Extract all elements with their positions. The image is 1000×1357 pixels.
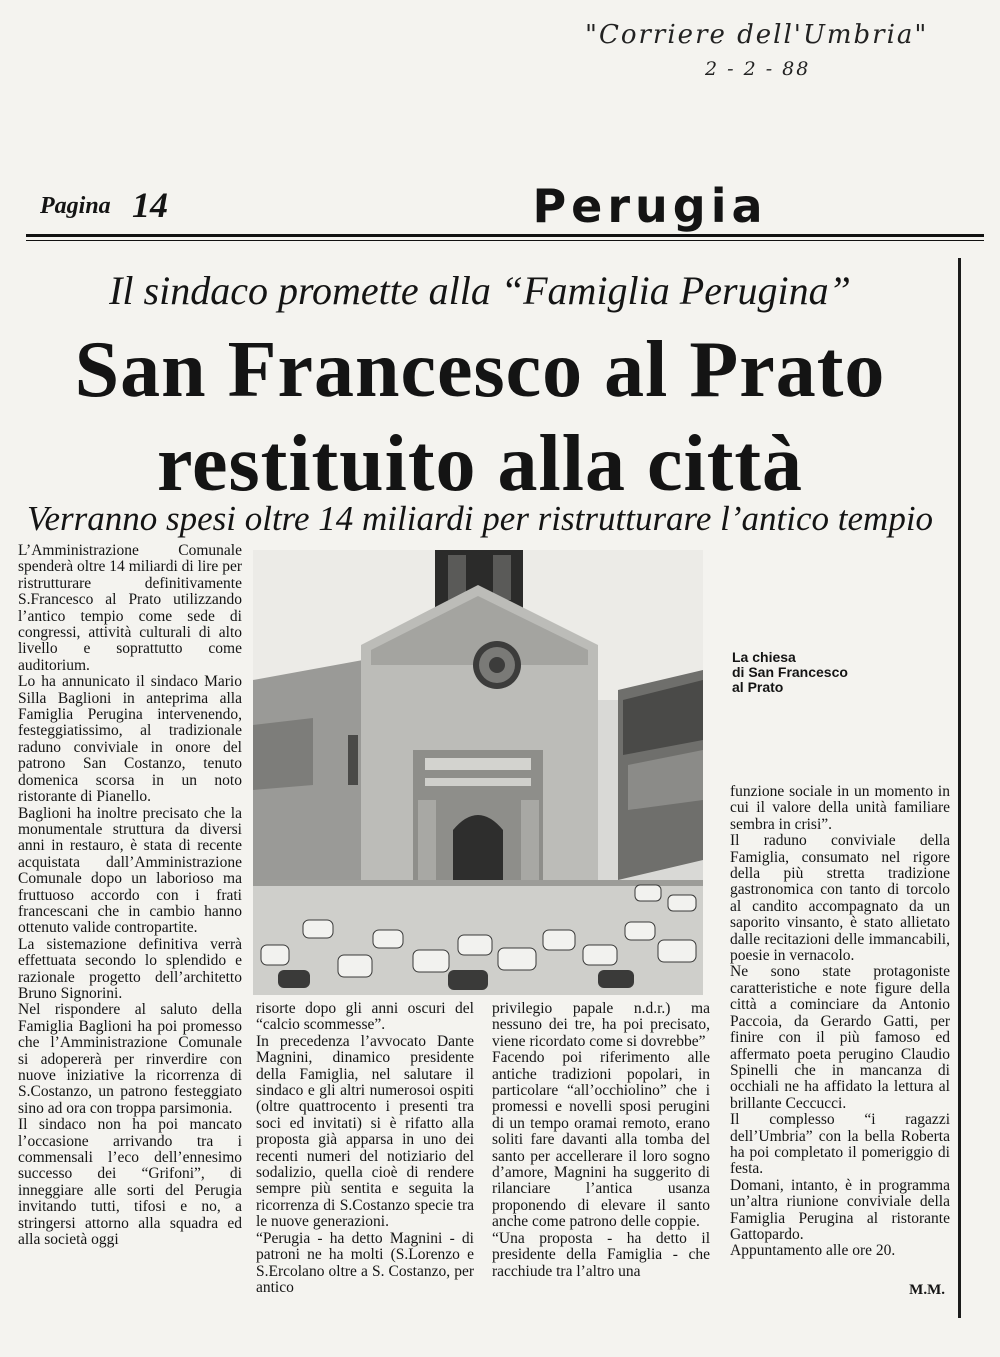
- section-name: Perugia: [532, 179, 768, 233]
- subheadline: Verranno spesi oltre 14 miliardi per ristrutturare l’antico tempio: [26, 499, 934, 538]
- article-column-2: risorte dopo gli anni oscuri del “calcio scommesse”. In precedenza l’avvocato Dante Magnini, dinamico presidente della Famiglia, nel salutare il sindaco e gli altri numerosoi ospiti (oltre quattrocento i presenti tra soci ed invitati) si è rifatto alla proposta già apparsa in uno dei recenti numeri del notiziario del sodalizio, quella cioè di rendere sempre più sentita e seguita la ricorrenza di S.Costanzo specie tra le nuove generazioni. “Perugia - ha detto Magnini - di patroni ne ha molti (S.Lorenzo e S.Ercolano oltre a S. Costanzo, per antico: [256, 1000, 474, 1296]
- page-label: Pagina: [40, 193, 111, 219]
- article-border: [958, 258, 961, 1318]
- handwritten-source-note: "Corriere dell'Umbria": [585, 20, 929, 50]
- author-signature: M.M.: [909, 1282, 945, 1298]
- article-column-1: L’Amministrazione Comunale spenderà oltre 14 miliardi di lire per ristrutturare definitivamente S.Francesco al Prato utilizzando l’antico tempio come sede di congressi, attività culturali di alto livello e soprattutto come auditorium. Lo ha annunicato il sindaco Mario Silla Baglioni in anteprima alla Famiglia Perugina intervenendo, festeggiatissimo, al tradizionale raduno conviviale in onore del patrono San Costanzo, tenuto domenica scorsa in un noto ristorante di Pianello. Baglioni ha inoltre precisato che la monumentale struttura da diversi anni in restauro, è stata di recente acquistata dall’Amministrazione Comunale dopo un laborioso ma fruttuoso accordo con i frati francescani che in cambio hanno ottenuto valide contropartite. La sistemazione definitiva verrà effettuata secondo lo splendido e razionale progetto dell’architetto Bruno Signorini. Nel rispondere al saluto della Famiglia Baglioni ha poi promesso che l’Amministrazione Comunale si adopererà per rinverdire con nuove iniziative la ricorrenza di S.Costanzo, un patrono festeggiato sino ad ora con troppa parsimonia. Il sindaco non ha poi mancato l’occasione arrivando tra i commensali l’eco dell’ennesimo successo dei “Grifoni”, di inneggiare alle sorti del Perugia invitando tutti, tifosi e no, a stringersi attorno alla squadra ed alla società oggi: [18, 542, 242, 1249]
- article-kicker: Il sindaco promette alla “Famiglia Perugina”: [109, 268, 851, 313]
- page-number: 14: [132, 185, 168, 225]
- masthead-rule-thin: [26, 240, 984, 241]
- article-column-4: funzione sociale in un momento in cui il valore della unità familiare sembra in crisi”. Il raduno conviviale della Famiglia, consumato nel rigore della più stretta tradizione gastronomica con tanto di torcolo al candito accompagnato da un saporito vinsanto, è stato allietato dalle recitazioni delle immancabili, poesie in vernacolo. Ne sono state protagoniste caratteristiche e note figure della città a cominciare da Antonio Paccoia, da Gerardo Gatti, per finire con il più famoso ed affermato poeta perugino Claudio Spinelli che in mancanza di occhiali ne ha affidato la lettura al brillante Ceccucci. Il complesso “i ragazzi dell’Umbria” con la bella Roberta ha poi completato il pomeriggio di festa. Domani, intanto, è in programma un’altra riunione conviviale della Famiglia Perugina al ristorante Gattopardo. Appuntamento alle ore 20.: [730, 783, 950, 1260]
- masthead-rule: [26, 234, 984, 237]
- church-photo: [253, 550, 703, 995]
- article-column-3: privilegio papale n.d.r.) ma nessuno dei tre, ha poi precisato, viene ricordato come si dovrebbe” Facendo poi riferimento alle antiche tradizioni popolari, in particolare “all’occhiolino” che i promessi e novelli sposi perugini di un tempo oramai remoto, erano soliti fare davanti alla tomba del santo per accellerare il loro sogno d’amore, Magnini ha suggerito di rilanciare l’antica usanza proponendo di elevare il santo anche come patrono delle coppie. “Una proposta - ha detto il presidente della Famiglia - che racchiude tra l’altro una: [492, 1000, 710, 1280]
- headline-line-1: San Francesco al Prato: [74, 326, 886, 414]
- photo-caption: La chiesa di San Francesco al Prato: [732, 649, 848, 695]
- headline-line-2: restituito alla città: [156, 420, 804, 508]
- handwritten-date-note: 2 - 2 - 88: [705, 58, 811, 80]
